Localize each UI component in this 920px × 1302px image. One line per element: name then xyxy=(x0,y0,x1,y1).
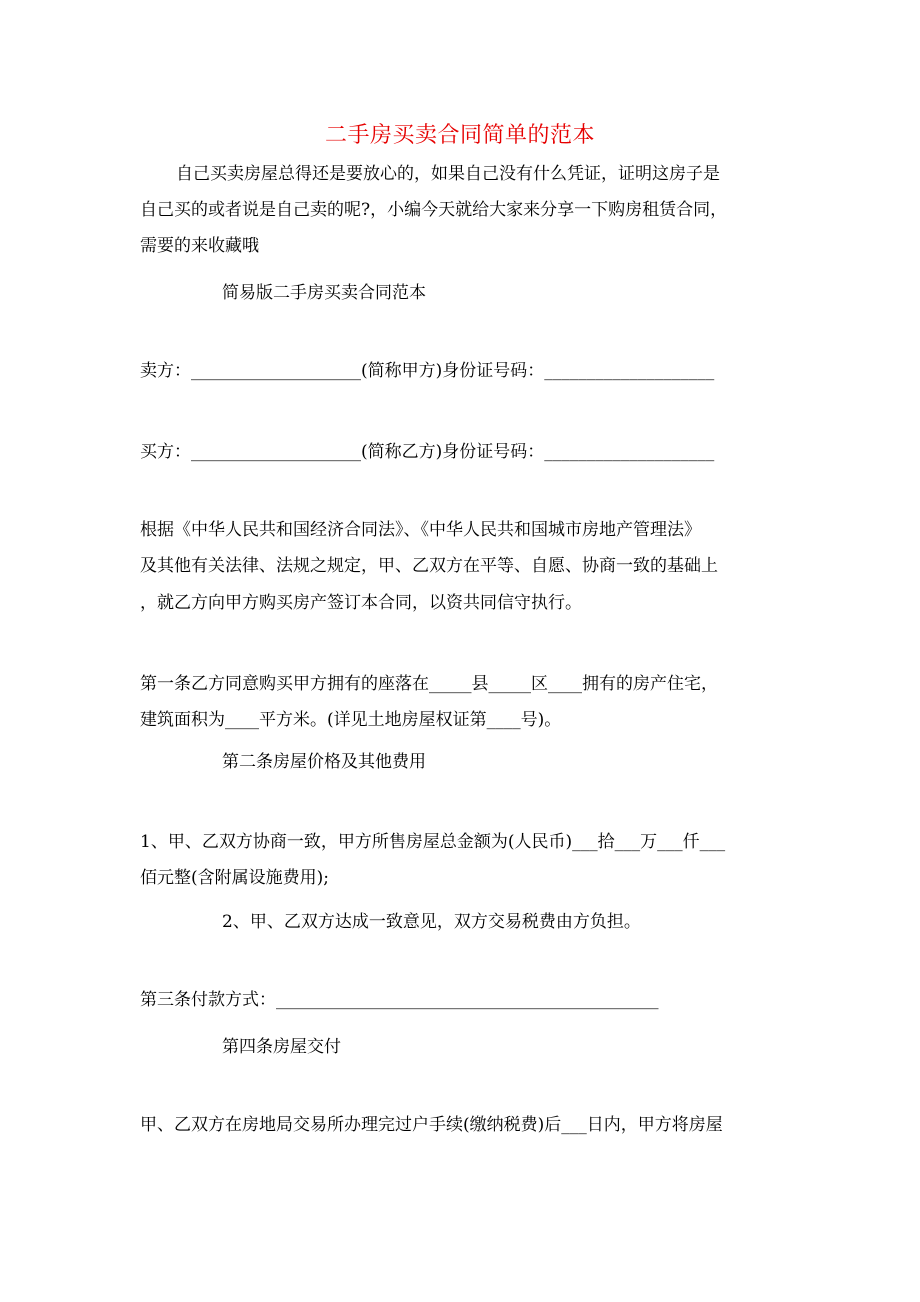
basis-line-2: 及其他有关法律、法规之规定，甲、乙双方在平等、自愿、协商一致的基础上 xyxy=(140,556,718,576)
subtitle: 简易版二手房买卖合同范本 xyxy=(222,283,426,303)
article2-item2: 2、甲、乙双方达成一致意见，双方交易税费由方负担。 xyxy=(222,912,641,932)
article3-line: 第三条付款方式：_____________________________________________ xyxy=(140,990,659,1010)
article4-text: 甲、乙双方在房地局交易所办理完过户手续(缴纳税费)后___日内，甲方将房屋 xyxy=(140,1115,723,1135)
article4-title: 第四条房屋交付 xyxy=(222,1037,341,1057)
intro-line-1: 自己买卖房屋总得还是要放心的，如果自己没有什么凭证，证明这房子是 xyxy=(176,164,720,184)
intro-line-3: 需要的来收藏哦 xyxy=(140,236,259,256)
article2-title: 第二条房屋价格及其他费用 xyxy=(222,752,426,772)
article1-line-1: 第一条乙方同意购买甲方拥有的座落在_____县_____区____拥有的房产住宅， xyxy=(140,674,718,694)
document-title: 二手房买卖合同简单的范本 xyxy=(324,123,595,148)
article1-line-2: 建筑面积为____平方米。(详见土地房屋权证第____号)。 xyxy=(140,710,562,730)
buyer-line: 买方：____________________(简称乙方)身份证号码：____________________ xyxy=(140,442,715,462)
article2-item1-line-2: 佰元整(含附属设施费用); xyxy=(140,868,329,888)
intro-line-2: 自己买的或者说是自己卖的呢?，小编今天就给大家来分享一下购房租赁合同， xyxy=(140,200,728,220)
article2-item1-line-1: 1、甲、乙双方协商一致，甲方所售房屋总金额为(人民币)___拾___万___仟___ xyxy=(140,832,726,852)
basis-line-3: ，就乙方向甲方购买房产签订本合同，以资共同信守执行。 xyxy=(140,593,582,613)
seller-line: 卖方：____________________(简称甲方)身份证号码：____________________ xyxy=(140,361,715,381)
basis-line-1: 根据《中华人民共和国经济合同法》、《中华人民共和国城市房地产管理法》 xyxy=(140,520,701,540)
